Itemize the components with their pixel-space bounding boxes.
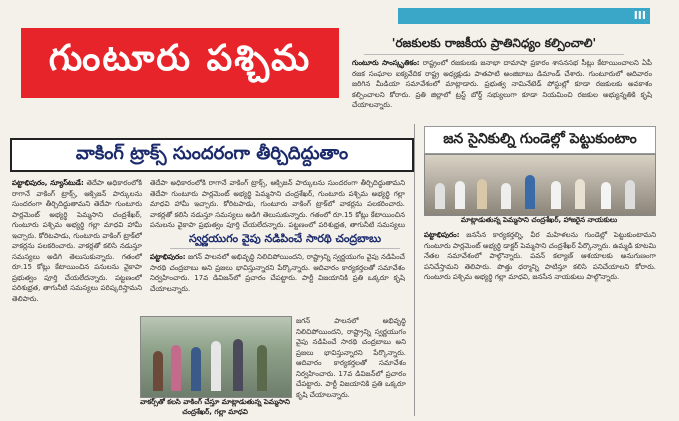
person-figure	[455, 181, 465, 209]
person-figure	[575, 179, 585, 209]
main-text-2: తెదేపా అధికారంలోకి రాగానే వాకింగ్ ట్రాక్స్, ఆక్సిజన్ పార్కులను సుందరంగా తీర్చిదిద్దుతామని తెదేపా గుంటూరు పార్లమెంట్ అభ్యర్థి పెమ్మసాని చంద్రశేఖర్, గుంటూరు పశ్చిమ అభ్యర్థి గల్లా మాధవి హామీ ఇచ్చారు. కోరిటపాడు, గుంటూరు వాకింగ్ ట్రాక్‌లో వాకర్లను పలకరించారు. వాకర్లతో కలిసి నడుస్తూ సమస్యలు అడిగి తెలుసుకున్నారు. గతంలో రూ.15 కోట్లు కేటాయించిన పనులను వైకాపా ప్రభుత్వం పూర్తి చేయలేదన్నారు. పట్టణంలో పరిశుభ్రత, తాగునీటి సమస్యలు	[150, 179, 405, 229]
sub-text: జగన్ పాలనలో అభివృద్ధి నిలిచిపోయిందని, రాష్ట్రాన్ని స్వర్ణయుగం వైపు నడిపించే సారథి చంద్రబాబు అని ప్రజలు భావిస్తున్నారని పేర్కొన్నారు. ఆదివారం కార్యకర్తలతో సమావేశం నిర్వహించారు. 17వ డివిజన్‌లో ప్రచారం చేపట్టారు. పార్టీ విజయానికి ప్రతి ఒక్కరూ కృషి చేయాలన్నారు.	[150, 253, 405, 293]
main-headline: వాకింగ్ ట్రాక్స్ సుందరంగా తీర్చిదిద్దుతాం	[10, 138, 414, 172]
walking-photo	[140, 316, 292, 398]
main-article-body-2	[150, 178, 405, 230]
person-figure	[501, 183, 511, 209]
masthead-title: గుంటూరు పశ్చిమ	[48, 38, 312, 79]
person-figure	[625, 180, 635, 209]
page-topbar	[398, 8, 650, 24]
main-text: తెదేపా అధికారంలోకి రాగానే వాకింగ్ ట్రాక్స్, ఆక్సిజన్ పార్కులను సుందరంగా తీర్చిదిద్దుతామని తెదేపా గుంటూరు పార్లమెంట్ అభ్యర్థి పెమ్మసాని చంద్రశేఖర్, గుంటూరు పశ్చిమ అభ్యర్థి గల్లా మాధవి హామీ ఇచ్చారు. కోరిటపాడు, గుంటూరు వాకింగ్ ట్రాక్‌లో వాకర్లను పలకరించారు. వాకర్లతో కలిసి నడుస్తూ సమస్యలు అడిగి తెలుసుకున్నారు. గతంలో రూ.15 కోట్లు కేటాయించిన పనులను వైకాపా ప్రభుత్వం పూర్తి చేయలేదన్నారు. పట్టణంలో పరిశుభ్రత, తాగునీటి సమస్యలు పరిష్కరిస్తామని తెలిపారు.	[12, 179, 142, 303]
page-number: III	[633, 9, 646, 22]
masthead	[21, 28, 339, 98]
main-article-body	[12, 178, 142, 414]
sub-article-body	[150, 252, 405, 314]
person-figure	[211, 341, 221, 391]
sub-text-2: జగన్ పాలనలో అభివృద్ధి నిలిచిపోయిందని, రాష్ట్రాన్ని స్వర్ణయుగం వైపు నడిపించే సారథి చంద్రబాబు అని ప్రజలు భావిస్తున్నారని పేర్కొన్నారు. ఆదివారం కార్యకర్తలతో సమావేశం నిర్వహించారు. 17వ డివిజన్‌లో ప్రచారం చేపట్టారు. పార్టీ విజయానికి ప్రతి ఒక్కరూ కృషి చేయాలన్నారు.	[296, 317, 406, 399]
person-figure	[525, 175, 535, 209]
side-headline: జన సైనికుల్ని గుండెల్లో పెట్టుకుంటాం	[424, 126, 656, 154]
person-figure	[477, 179, 487, 209]
person-figure	[435, 183, 445, 209]
person-figure	[153, 351, 163, 391]
right-top-article-body	[352, 58, 652, 120]
person-figure	[191, 347, 201, 391]
right-top-text: రాష్ట్రంలో రజకులకు జనాభా దామాషా ప్రకారం శాసనసభ సీట్లు కేటాయించాలని ఏపీ రజక సంఘాల ఐక్యవేదిక రాష్ట్ర అధ్యక్షుడు పాతపాటి అంజిబాబు డిమాండ్ చేశారు. గుంటూరులో ఆదివారం జరిగిన మీడియా సమావేశంలో మాట్లాడారు. ప్రభుత్వ నామినేటెడ్ పోస్టుల్లో కూడా రజకులకు అవకాశం కల్పించాలని కోరారు. ప్రతి జిల్లాలో ట్రస్ట్ బోర్డ్ సభ్యులుగా కూడా నియమించి రజకుల అభ్యున్నతికి కృషి చేయాలన్నారు.	[352, 59, 652, 109]
walking-photo-caption: వాకర్స్‌తో కలసి వాకింగ్ చేస్తూ మాట్లాడుతున్న పెమ్మసాని చంద్రశేఖర్, గల్లా మాధవి	[140, 398, 290, 416]
person-figure	[601, 182, 611, 209]
meeting-photo	[424, 154, 656, 216]
meeting-photo-caption: మాట్లాడుతున్న పెమ్మసాని చంద్రశేఖర్, హాజరైన నాయకులు	[460, 216, 618, 224]
side-dateline: పట్టాభిపురం:	[424, 231, 460, 239]
main-dateline: పట్టాభిపురం, న్యూస్‌టుడే:	[12, 179, 84, 187]
right-top-headline: 'రజకులకు రాజకీయ ప్రాతినిధ్యం కల్పించాలి'	[364, 36, 624, 55]
sub-dateline: పట్టాభిపురం:	[150, 253, 186, 261]
right-top-dateline: గుంటూరు సాంస్కృతికం:	[352, 59, 420, 67]
person-figure	[257, 345, 267, 391]
sub-article-body-2	[296, 316, 406, 416]
sub-headline: స్వర్ణయుగం వైపు నడిపించే సారథి చంద్రబాబు	[170, 232, 400, 249]
person-figure	[551, 181, 561, 209]
side-article-body	[424, 230, 656, 416]
person-figure	[171, 345, 181, 391]
side-text: జనసేన కార్యకర్తల్ని, వీర మహిళలను గుండెల్లో పెట్టుకుంటామని గుంటూరు పార్లమెంట్ అభ్యర్థి డాక్టర్ పెమ్మసాని చంద్రశేఖర్ పేర్కొన్నారు. ఉమ్మడి కూటమి నేతల సమావేశంలో పాల్గొన్నారు. పవన్ కల్యాణ్ ఆశయాలకు అనుగుణంగా పనిచేస్తామని తెలిపారు. పొత్తు ధర్మాన్ని పాటిస్తూ కలిసి పనిచేయాలని కోరారు. గుంటూరు పశ్చిమ అభ్యర్థి గల్లా మాధవి, జనసేన నాయకులు పాల్గొన్నారు.	[424, 231, 656, 281]
person-figure	[233, 339, 243, 391]
column-divider	[414, 124, 415, 416]
